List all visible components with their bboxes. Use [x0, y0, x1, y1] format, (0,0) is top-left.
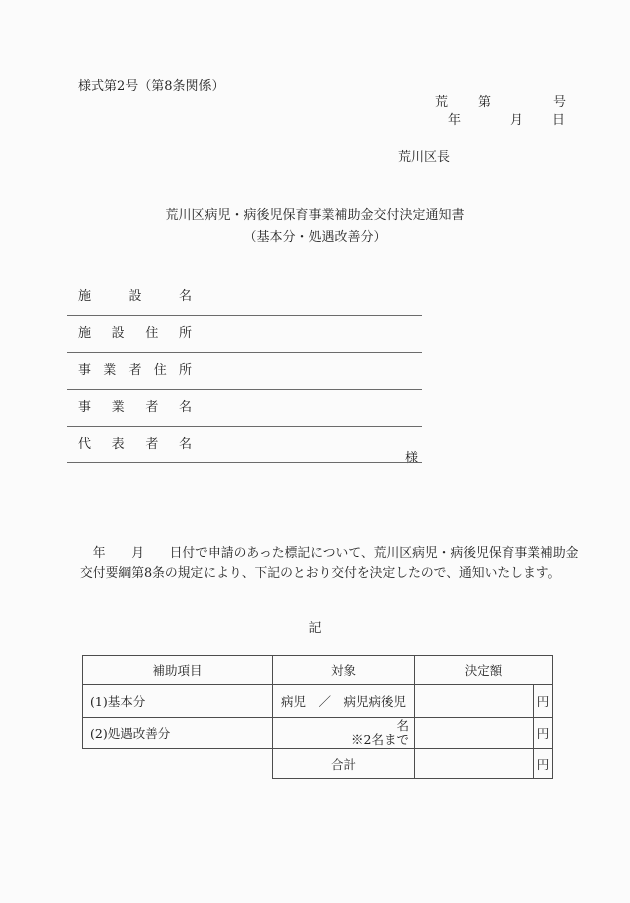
target-persons-line: 名 [396, 718, 409, 733]
cell-item-treatment: (2)処遇改善分 [83, 718, 273, 749]
doc-number-prefix: 荒 [435, 95, 449, 110]
table-header-row [83, 656, 553, 685]
header-subsidy-item: 補助項目 [83, 656, 273, 685]
table-row-total [83, 749, 553, 779]
cell-target-treatment [273, 718, 415, 749]
ki-marker: 記 [308, 621, 322, 636]
cell-unit-total: 円 [534, 749, 553, 779]
doc-number-go: 号 [553, 95, 567, 110]
cell-amount-treatment [415, 718, 534, 749]
date-year-label: 年 [448, 113, 462, 128]
table-row-treatment [83, 718, 553, 749]
cell-amount-total [415, 749, 534, 779]
field-label-representative-name: 代表者名 [78, 437, 192, 452]
header-target: 対象 [273, 656, 415, 685]
field-underline-operator-name [67, 426, 422, 427]
body-line-2: 交付要綱第8条の規定により、下記のとおり交付を決定したので、通知いたします。 [80, 566, 561, 581]
cell-unit-basic: 円 [534, 685, 553, 718]
date-month-label: 月 [510, 113, 524, 128]
field-underline-facility-name [67, 315, 422, 316]
honorific-sama: 様 [405, 451, 419, 466]
field-underline-operator-address [67, 389, 422, 390]
body-paragraph [80, 544, 579, 584]
field-label-facility-address: 施設住所 [78, 326, 192, 341]
table-row-basic [83, 685, 553, 718]
cell-target-total: 合計 [273, 749, 415, 779]
cell-item-basic: (1)基本分 [83, 685, 273, 718]
doc-number-dai: 第 [478, 95, 492, 110]
form-number: 様式第2号（第8条関係） [78, 79, 225, 94]
cell-amount-basic [415, 685, 534, 718]
addressee-org: 荒川区長 [398, 150, 451, 165]
cell-empty-corner [83, 749, 273, 779]
decision-table [82, 655, 553, 779]
field-label-operator-name: 事業者名 [78, 400, 192, 415]
field-label-operator-address: 事業者住所 [78, 363, 192, 378]
field-label-facility-name: 施設名 [78, 289, 192, 304]
document-subtitle: （基本分・処遇改善分） [243, 230, 387, 245]
cell-target-basic: 病児 ／ 病児病後児 [273, 685, 415, 718]
date-day-label: 日 [552, 113, 566, 128]
field-underline-representative-name [67, 462, 422, 463]
target-note-line: ※2名まで [351, 732, 409, 747]
cell-unit-treatment: 円 [534, 718, 553, 749]
document-title: 荒川区病児・病後児保育事業補助金交付決定通知書 [165, 208, 465, 223]
body-line-1: 年 月 日付で申請のあった標記について、荒川区病児・病後児保育事業補助金 [80, 546, 579, 561]
header-decided-amount: 決定額 [415, 656, 553, 685]
field-underline-facility-address [67, 352, 422, 353]
